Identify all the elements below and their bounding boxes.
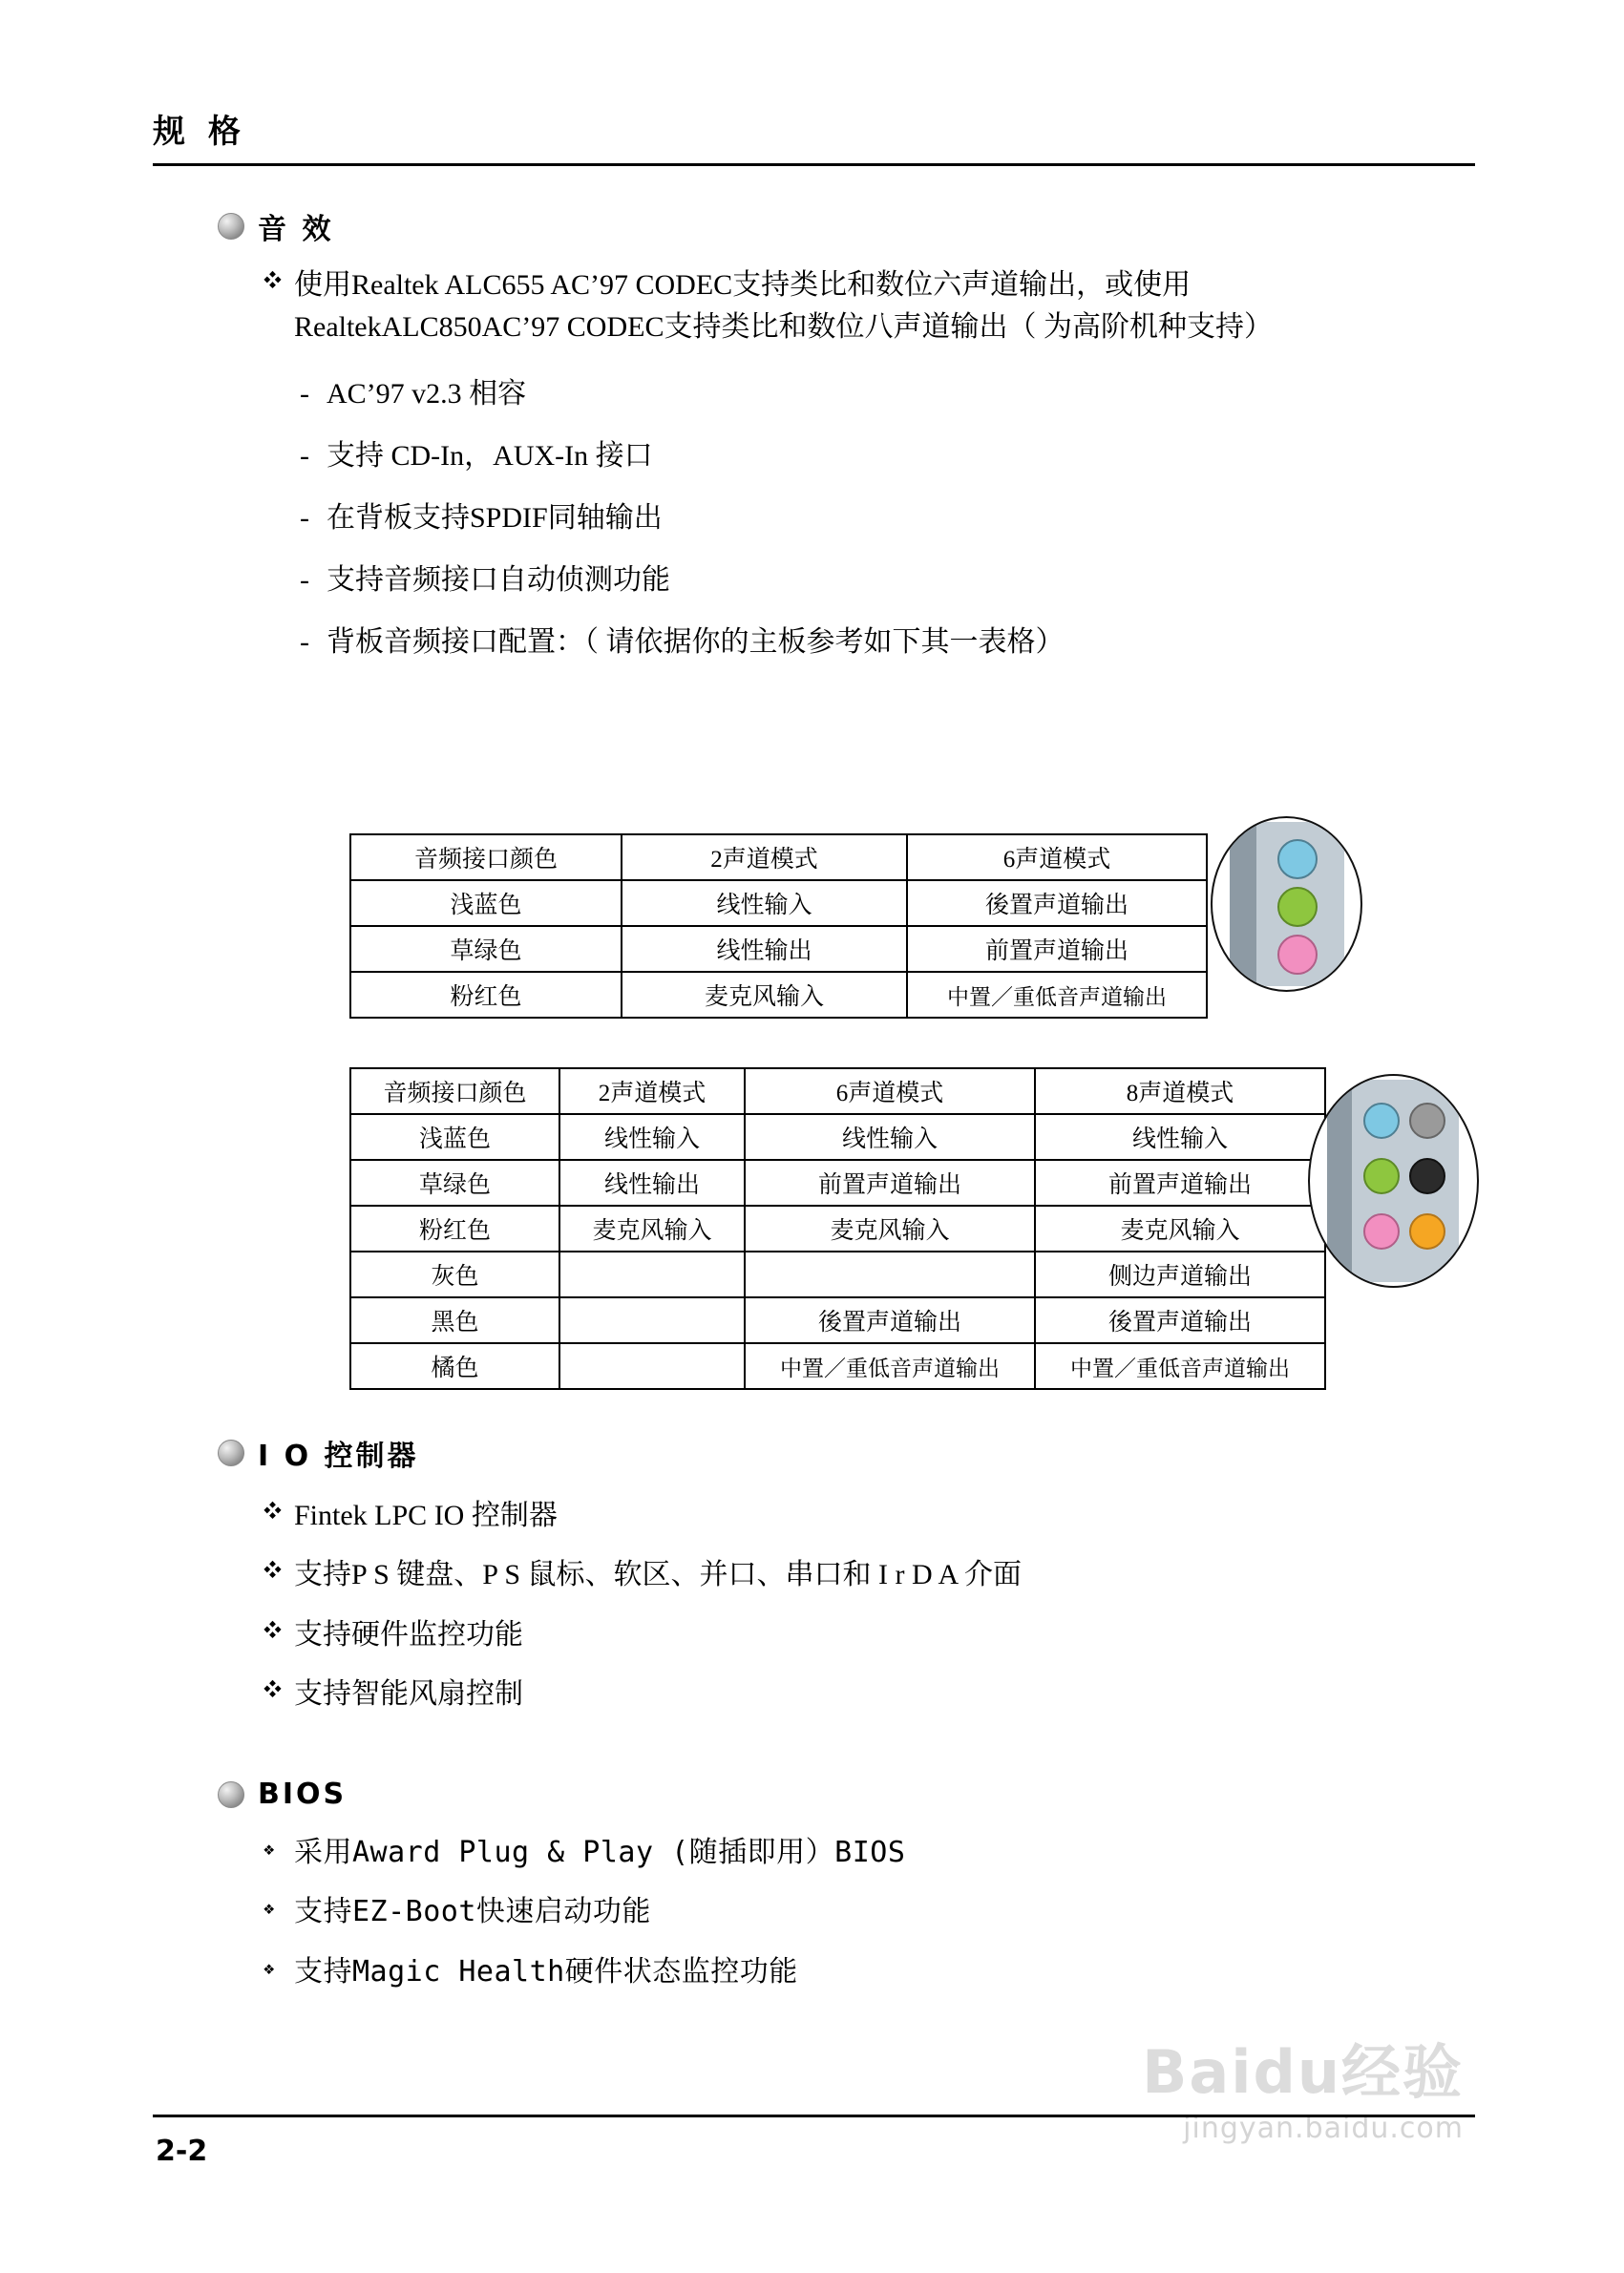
bios-bullets <box>262 1832 1445 1993</box>
table-header-cell: 2声道模式 <box>622 834 907 880</box>
section-audio <box>218 205 1487 683</box>
table-row <box>350 1160 1325 1206</box>
section-bios-heading <box>218 1778 1487 1811</box>
list-item: - 支持 CD-In，AUX-In 接口 <box>294 434 1440 477</box>
table-cell: 线性输出 <box>559 1160 745 1206</box>
sphere-bullet-icon <box>218 1440 244 1466</box>
table-8channel <box>349 1067 1326 1390</box>
panel-bracket <box>1230 822 1256 986</box>
list-item: ❖ 支持硬件监控功能 <box>262 1614 1445 1656</box>
table-cell: 浅蓝色 <box>350 1114 559 1160</box>
table-row <box>350 1114 1325 1160</box>
watermark-sub-text: jingyan.baidu.com <box>1183 2112 1464 2145</box>
jack-side-surround-icon <box>1409 1103 1445 1139</box>
jack-line-out-icon <box>1277 887 1318 927</box>
table-cell: 粉红色 <box>350 972 622 1018</box>
table-cell: 灰色 <box>350 1252 559 1297</box>
list-item: - 背板音频接口配置：（ 请依据你的主板参考如下其一表格） <box>294 621 1440 663</box>
table-row <box>350 926 1207 972</box>
section-io-heading <box>218 1432 1487 1474</box>
table-header-cell: 6声道模式 <box>745 1068 1035 1114</box>
table-cell: 前置声道输出 <box>907 926 1207 972</box>
table-cell: 黑色 <box>350 1297 559 1343</box>
table-header-cell: 6声道模式 <box>907 834 1207 880</box>
table-header-row <box>350 1068 1325 1114</box>
list-item: ❖ 采用Award Plug & Play (随插即用）BIOS <box>262 1832 1445 1874</box>
table-cell: 後置声道输出 <box>1035 1297 1325 1343</box>
table-cell: 後置声道输出 <box>745 1297 1035 1343</box>
rear-panel-photo-6ch <box>1211 816 1362 992</box>
list-item: - 支持音频接口自动侦测功能 <box>294 558 1440 601</box>
footer-divider <box>153 2115 1475 2117</box>
table-cell <box>745 1252 1035 1297</box>
list-item: ❖ 支持智能风扇控制 <box>262 1673 1445 1715</box>
jack-mic-in-icon <box>1277 935 1318 975</box>
sphere-bullet-icon <box>218 1781 244 1808</box>
list-item: ❖ 支持P S 键盘、P S 鼠标、软区、并口、串口和 I r D A 介面 <box>262 1554 1445 1596</box>
section-io <box>218 1432 1487 1734</box>
table-cell: 麦克风输入 <box>622 972 907 1018</box>
watermark-main-text: Baidu经验 <box>1142 2037 1464 2107</box>
table-cell <box>559 1252 745 1297</box>
table-row <box>350 1343 1325 1389</box>
list-item: ❖ 使用Realtek ALC655 AC’97 CODEC支持类比和数位六声道输出，或使用RealtekALC850AC’97 CODEC支持类比和数位八声道输出（ 为高阶机种支持） <box>262 264 1445 349</box>
table-cell: 麦克风输入 <box>745 1206 1035 1252</box>
page-title: 规 格 <box>153 113 246 151</box>
section-audio-title: 音 效 <box>258 213 334 246</box>
table-cell: 浅蓝色 <box>350 880 622 926</box>
table-cell: 线性输入 <box>559 1114 745 1160</box>
table-cell: 前置声道输出 <box>745 1160 1035 1206</box>
table-cell: 线性输入 <box>1035 1114 1325 1160</box>
table-header-row <box>350 834 1207 880</box>
table-cell: 中置／重低音声道输出 <box>745 1343 1035 1389</box>
page-number: 2-2 <box>156 2135 208 2168</box>
table-row <box>350 880 1207 926</box>
list-item: - 在背板支持SPDIF同轴输出 <box>294 496 1440 539</box>
table-header-cell: 8声道模式 <box>1035 1068 1325 1114</box>
io-bullets <box>262 1495 1445 1716</box>
table-header-cell: 音频接口颜色 <box>350 1068 559 1114</box>
table-cell: 後置声道输出 <box>907 880 1207 926</box>
table-cell: 侧边声道输出 <box>1035 1252 1325 1297</box>
list-item: ❖ 支持EZ-Boot快速启动功能 <box>262 1891 1445 1933</box>
panel-bracket <box>1327 1080 1352 1282</box>
table-cell <box>559 1343 745 1389</box>
table-row <box>350 1297 1325 1343</box>
table-cell: 中置／重低音声道输出 <box>1035 1343 1325 1389</box>
table-row <box>350 972 1207 1018</box>
table-header-cell: 音频接口颜色 <box>350 834 622 880</box>
sphere-bullet-icon <box>218 213 244 240</box>
list-item: ❖ 支持Magic Health硬件状态监控功能 <box>262 1951 1445 1993</box>
list-item: - AC’97 v2.3 相容 <box>294 372 1440 415</box>
jack-mic-in-icon <box>1363 1213 1400 1250</box>
list-item: ❖ Fintek LPC IO 控制器 <box>262 1495 1445 1537</box>
table-cell: 麦克风输入 <box>559 1206 745 1252</box>
rear-panel-photo-8ch <box>1308 1074 1479 1288</box>
audio-main-bullets <box>262 264 1445 349</box>
watermark <box>1142 2037 1464 2145</box>
table-cell: 草绿色 <box>350 926 622 972</box>
audio-sub-bullets <box>294 372 1440 663</box>
header-divider <box>153 163 1475 166</box>
section-bios-title: BIOS <box>258 1778 348 1811</box>
section-audio-heading <box>218 205 1487 247</box>
jack-line-in-icon <box>1277 839 1318 879</box>
page-header <box>153 105 1475 166</box>
jack-line-out-icon <box>1363 1158 1400 1194</box>
table-row <box>350 1206 1325 1252</box>
table-cell: 前置声道输出 <box>1035 1160 1325 1206</box>
table-cell: 橘色 <box>350 1343 559 1389</box>
table-cell: 线性输出 <box>622 926 907 972</box>
table-cell <box>559 1297 745 1343</box>
table-row <box>350 1252 1325 1297</box>
jack-line-in-icon <box>1363 1103 1400 1139</box>
section-io-title: I O 控制器 <box>258 1440 419 1473</box>
table-cell: 草绿色 <box>350 1160 559 1206</box>
table-cell: 粉红色 <box>350 1206 559 1252</box>
jack-center-subwoofer-icon <box>1409 1213 1445 1250</box>
table-cell: 中置／重低音声道输出 <box>907 972 1207 1018</box>
section-bios <box>218 1778 1487 2010</box>
table-6channel <box>349 833 1208 1019</box>
table-cell: 线性输入 <box>622 880 907 926</box>
jack-rear-surround-icon <box>1409 1158 1445 1194</box>
table-cell: 麦克风输入 <box>1035 1206 1325 1252</box>
table-cell: 线性输入 <box>745 1114 1035 1160</box>
table-header-cell: 2声道模式 <box>559 1068 745 1114</box>
